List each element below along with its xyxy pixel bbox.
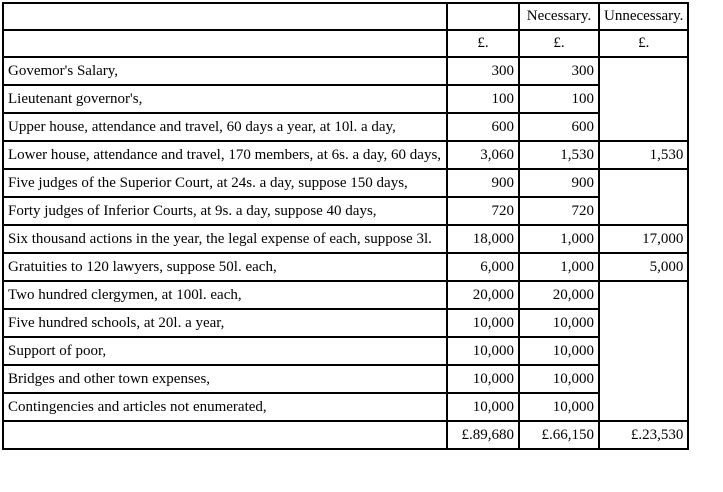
totals-row — [3, 421, 688, 449]
row-necessary: 10,000 — [519, 393, 599, 421]
row-necessary: 720 — [519, 197, 599, 225]
table-row — [3, 225, 688, 253]
table-row — [3, 197, 688, 225]
table-row — [3, 365, 688, 393]
expenses-table — [2, 2, 689, 450]
row-necessary: 1,000 — [519, 225, 599, 253]
table-row — [3, 85, 688, 113]
row-unnecessary: 5,000 — [599, 253, 688, 281]
row-amount: 720 — [447, 197, 519, 225]
row-label: Govemor's Salary, — [3, 57, 447, 85]
table-row — [3, 169, 688, 197]
row-necessary: 10,000 — [519, 365, 599, 393]
table-row — [3, 253, 688, 281]
header-unnecessary-cell: Unnecessary. — [599, 3, 688, 30]
currency-unnecessary-cell: £. — [599, 30, 688, 57]
row-unnecessary: 1,530 — [599, 141, 688, 169]
table-row — [3, 141, 688, 169]
row-label: Five hundred schools, at 20l. a year, — [3, 309, 447, 337]
row-amount: 100 — [447, 85, 519, 113]
row-label: Bridges and other town expenses, — [3, 365, 447, 393]
currency-description-cell — [3, 30, 447, 57]
row-necessary: 20,000 — [519, 281, 599, 309]
table-row — [3, 281, 688, 309]
unnecessary-empty-cell — [599, 169, 688, 225]
unnecessary-empty-cell — [599, 281, 688, 421]
row-amount: 20,000 — [447, 281, 519, 309]
currency-amount-cell: £. — [447, 30, 519, 57]
row-label: Support of poor, — [3, 337, 447, 365]
total-unnecessary: £.23,530 — [599, 421, 688, 449]
unnecessary-empty-cell — [599, 57, 688, 141]
row-necessary: 1,530 — [519, 141, 599, 169]
row-label: Five judges of the Superior Court, at 24s. a day, suppose 150 days, — [3, 169, 447, 197]
table-row — [3, 113, 688, 141]
table-row — [3, 393, 688, 421]
row-unnecessary: 17,000 — [599, 225, 688, 253]
row-label: Two hundred clergymen, at 100l. each, — [3, 281, 447, 309]
totals-description-cell — [3, 421, 447, 449]
row-amount: 600 — [447, 113, 519, 141]
row-label: Gratuities to 120 lawyers, suppose 50l. each, — [3, 253, 447, 281]
row-label: Lower house, attendance and travel, 170 members, at 6s. a day, 60 days, — [3, 141, 447, 169]
row-amount: 10,000 — [447, 309, 519, 337]
header-amount-cell — [447, 3, 519, 30]
row-label: Six thousand actions in the year, the legal expense of each, suppose 3l. — [3, 225, 447, 253]
row-amount: 900 — [447, 169, 519, 197]
row-label: Contingencies and articles not enumerated, — [3, 393, 447, 421]
row-amount: 10,000 — [447, 393, 519, 421]
header-description-cell — [3, 3, 447, 30]
currency-necessary-cell: £. — [519, 30, 599, 57]
row-necessary: 600 — [519, 113, 599, 141]
table-header-row — [3, 3, 688, 30]
row-necessary: 300 — [519, 57, 599, 85]
table-row — [3, 57, 688, 85]
row-amount: 300 — [447, 57, 519, 85]
row-necessary: 1,000 — [519, 253, 599, 281]
row-label: Forty judges of Inferior Courts, at 9s. a day, suppose 40 days, — [3, 197, 447, 225]
row-necessary: 900 — [519, 169, 599, 197]
currency-header-row — [3, 30, 688, 57]
row-amount: 10,000 — [447, 337, 519, 365]
row-label: Lieutenant governor's, — [3, 85, 447, 113]
row-amount: 6,000 — [447, 253, 519, 281]
table-row — [3, 337, 688, 365]
row-necessary: 100 — [519, 85, 599, 113]
row-necessary: 10,000 — [519, 309, 599, 337]
row-necessary: 10,000 — [519, 337, 599, 365]
row-label: Upper house, attendance and travel, 60 days a year, at 10l. a day, — [3, 113, 447, 141]
total-amount: £.89,680 — [447, 421, 519, 449]
total-necessary: £.66,150 — [519, 421, 599, 449]
table-row — [3, 309, 688, 337]
header-necessary-cell: Necessary. — [519, 3, 599, 30]
row-amount: 18,000 — [447, 225, 519, 253]
row-amount: 10,000 — [447, 365, 519, 393]
row-amount: 3,060 — [447, 141, 519, 169]
